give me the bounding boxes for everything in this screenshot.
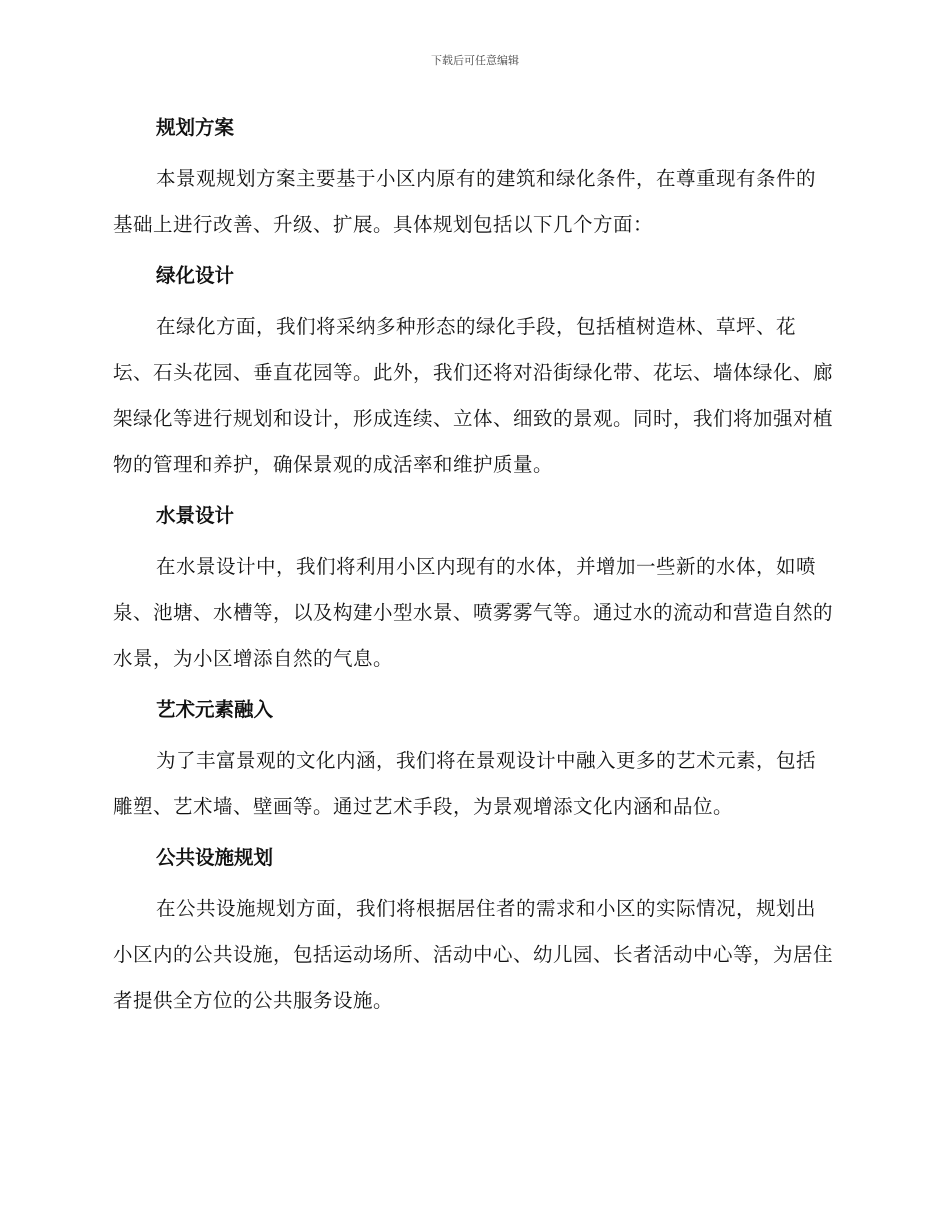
section-paragraph-waterscape: 在水景设计中，我们将利用小区内现有的水体，并增加一些新的水体，如喷泉、池塘、水槽等，以及构建小型水景、喷雾雾气等。通过水的流动和营造自然的水景，为小区增添自然的气息。 [113, 555, 834, 670]
section-heading-public-facilities: 公共设施规划 [156, 846, 274, 869]
document-body [113, 113, 833, 1024]
section-paragraph-planning: 本景观规划方案主要基于小区内原有的建筑和绿化条件，在尊重现有条件的基础上进行改善、升级、扩展。具体规划包括以下几个方面： [113, 167, 817, 236]
section-heading-waterscape: 水景设计 [156, 504, 235, 527]
section-paragraph-art-elements: 为了丰富景观的文化内涵，我们将在景观设计中融入更多的艺术元素，包括雕塑、艺术墙、壁画等。通过艺术手段，为景观增添文化内涵和品位。 [113, 749, 817, 818]
section-paragraph-public-facilities: 在公共设施规划方面，我们将根据居住者的需求和小区的实际情况，规划出小区内的公共设施，包括运动场所、活动中心、幼儿园、长者活动中心等，为居住者提供全方位的公共服务设施。 [113, 897, 834, 1012]
page-header: 下载后可任意编辑 [431, 54, 519, 67]
section-paragraph-greening: 在绿化方面，我们将采纳多种形态的绿化手段，包括植树造林、草坪、花坛、石头花园、垂直花园等。此外，我们还将对沿街绿化带、花坛、墙体绿化、廊架绿化等进行规划和设计，形成连续、立体、细致的景观。同时，我们将加强对植物的管理和养护，确保景观的成活率和维护质量。 [113, 315, 834, 476]
section-heading-art-elements: 艺术元素融入 [156, 698, 274, 721]
section-heading-planning: 规划方案 [156, 116, 235, 139]
section-heading-greening: 绿化设计 [156, 264, 235, 287]
